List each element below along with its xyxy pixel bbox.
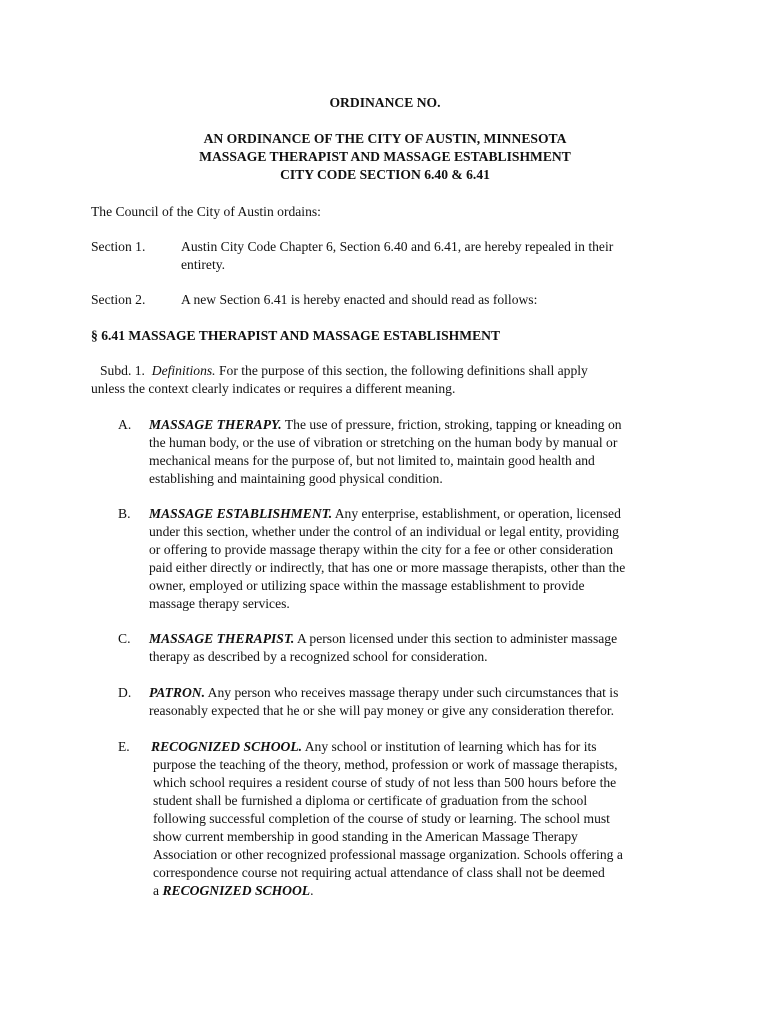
definition-c-letter: C. — [118, 631, 131, 646]
definition-e-line: following successful completion of the course of study or learning. The school must — [153, 811, 610, 826]
definition-d-letter: D. — [118, 685, 132, 700]
definition-e-term-repeat: RECOGNIZED SCHOOL — [162, 883, 311, 898]
definition-b-line: massage therapy services. — [149, 596, 290, 611]
definition-e-last-line: a RECOGNIZED SCHOOL. — [153, 883, 314, 898]
ordinance-title-line-2: MASSAGE THERAPIST AND MASSAGE ESTABLISHMENT — [199, 149, 571, 164]
definition-c-line: therapy as described by a recognized school for consideration. — [149, 649, 488, 664]
definition-b-line: or offering to provide massage therapy within the city for a fee or other consideration — [149, 542, 614, 557]
definition-a-line: establishing and maintaining good physical condition. — [149, 471, 443, 486]
definition-e-term: RECOGNIZED SCHOOL. — [151, 739, 303, 754]
definition-e-letter: E. — [118, 739, 130, 754]
definition-a-line: the human body, or the use of vibration or stretching on the human body by manual or — [149, 435, 618, 450]
definition-a-first-line: MASSAGE THERAPY. The use of pressure, friction, stroking, tapping or kneading on — [149, 417, 622, 432]
definition-b-letter: B. — [118, 506, 131, 521]
definition-e-line: show current membership in good standing in the American Massage Therapy — [153, 829, 578, 844]
definition-c-term: MASSAGE THERAPIST. — [149, 631, 295, 646]
definition-c-first-line: MASSAGE THERAPIST. A person licensed under this section to administer massage — [149, 631, 618, 646]
section-1-text-line: entirety. — [181, 257, 226, 272]
definition-d-first-line: PATRON. Any person who receives massage therapy under such circumstances that is — [149, 685, 619, 700]
section-2-text-line: A new Section 6.41 is hereby enacted and should read as follows: — [181, 292, 538, 307]
section-heading: § 6.41 MASSAGE THERAPIST AND MASSAGE ESTABLISHMENT — [91, 328, 501, 343]
definition-b-line: owner, employed or utilizing space within the massage establishment to provide — [149, 578, 585, 593]
ordinance-title-line-3: CITY CODE SECTION 6.40 & 6.41 — [280, 167, 490, 182]
section-1-text-line: Austin City Code Chapter 6, Section 6.40 and 6.41, are hereby repealed in their — [181, 239, 614, 254]
definitions-label: Definitions. — [151, 363, 216, 378]
definition-e-line: student shall be furnished a diploma or certificate of graduation from the school — [153, 793, 588, 808]
subdivision-prefix: Subd. 1. — [100, 363, 145, 378]
definition-e-line: Association or other recognized professional massage organization. Schools offering a — [153, 847, 623, 862]
subdivision-1-line-1 — [100, 362, 588, 380]
subdivision-1-line-2: unless the context clearly indicates or requires a different meaning. — [91, 381, 456, 396]
definition-a-letter: A. — [118, 417, 132, 432]
definition-a-term: MASSAGE THERAPY. — [149, 417, 282, 432]
section-1-label: Section 1. — [91, 239, 146, 254]
definition-a-line: mechanical means for the purpose of, but not limited to, maintain good health and — [149, 453, 595, 468]
definition-b-term: MASSAGE ESTABLISHMENT. — [149, 506, 333, 521]
ordinance-title-line-1: AN ORDINANCE OF THE CITY OF AUSTIN, MINNESOTA — [203, 131, 567, 146]
definition-e-first-line: RECOGNIZED SCHOOL. Any school or institution of learning which has for its — [151, 739, 597, 754]
definition-d-term: PATRON. — [149, 685, 206, 700]
section-2-label: Section 2. — [91, 292, 146, 307]
definition-e-line: purpose the teaching of the theory, method, profession or work of massage therapists, — [153, 757, 618, 772]
intro-text: The Council of the City of Austin ordains: — [91, 204, 321, 219]
definition-b-first-line: MASSAGE ESTABLISHMENT. Any enterprise, establishment, or operation, licensed — [149, 506, 621, 521]
definition-e-line: which school requires a resident course of study of not less than 500 hours before the — [153, 775, 617, 790]
ordinance-number: ORDINANCE NO. — [329, 95, 441, 110]
definition-b-line: under this section, whether under the control of an individual or legal entity, providing — [149, 524, 619, 539]
definition-b-line: paid either directly or indirectly, that has one or more massage therapists, other than the — [149, 560, 626, 575]
definition-e-line: correspondence course not requiring actual attendance of class shall not be deemed — [153, 865, 605, 880]
subdivision-line-1-rest: For the purpose of this section, the following definitions shall apply — [215, 363, 588, 378]
definition-d-line: reasonably expected that he or she will pay money or give any consideration therefor. — [149, 703, 615, 718]
